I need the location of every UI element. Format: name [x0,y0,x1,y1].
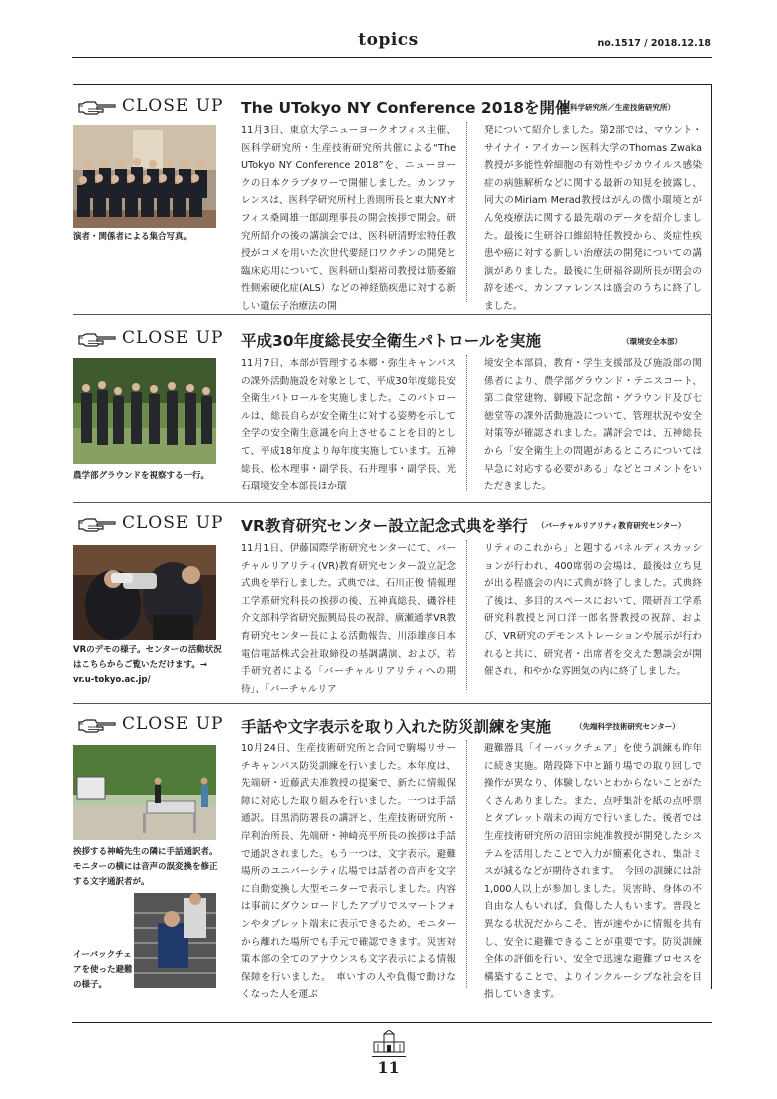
close-up-heading [77,714,223,734]
close-up-label: CLOSE UP [122,96,224,116]
close-up-heading [77,328,223,348]
close-up-label: CLOSE UP [122,714,224,734]
close-up-heading [77,513,223,533]
group-photo [73,125,216,228]
page-number: 11 [377,1058,400,1077]
issue-number: no.1517 / 2018.12.18 [597,38,711,49]
header-rule [72,57,712,58]
photo-caption: VRのデモの様子。センターの活動状況はこちらからご覧いただけます。→ vr.u-tokyo.ac.jp/ [73,645,222,685]
pointing-hand-icon [77,328,117,348]
article-title: VR教育研究センター設立記念式典を挙行 [241,517,528,535]
article-title: 手話や文字表示を取り入れた防災訓練を実施 [241,718,552,736]
evac-chair-photo [134,893,216,988]
section-separator [73,703,712,704]
article-body-left: 10月24日、生産技術研究所と合同で駒場リサーチキャンパス防災訓練を行いました。本年度は、先端研・近藤武夫准教授の提案で、新たに情報保障に対応した取り組みを行いました。一つは手話通訳。目黒消防署長の講評と、生産技術研究所・岸利治所長、先端研・神崎亮平所長の挨拶は手話で通訳されました。もう一つは、文字表示。避難場所のユニバーシティ広場では話者の音声を文字に自動変換し大型モニターで表示しました。内容は事前にダウンロードしたアプリでスマートフォンやタブレット端末に表示できるため、モニターから離れた場所でも手元で確認できます。災害対策本部の全てのアナウンスも文字表示による情報保障を行いました。 車いすの人や負傷で動けなくなった人を運ぶ [241,743,456,1001]
article-department: （バーチャルリアリティ教育研究センター） [537,521,686,530]
photo-caption: 挨拶する神崎先生の隣に手話通訳者。モニターの横には音声の誤変換を修正する文字通訳者が。 [73,847,218,887]
photo-caption-evac: イーバックチェアを使った避難の様子。 [73,950,133,990]
article-body-right: 避難器具「イーバックチェア」を使う訓練も昨年に続き実施。階段降下中と踊り場での取り回しで操作が異なり、体験しないとわからないことがたくさんありました。また、点呼集計を紙の点呼票とタブレット端末の両方で行いました。後者では生産技術研究所の沼田宗純准教授が開発したシステムを活用したことで入力が簡素化され、集計ミスが減るなどが期待されます。 今回の訓練には計1,000人以上が参加しました。災害時、身体の不自由な人もいれば、負傷した人もいます。普段と異なる状況だからこそ、皆が速やかに情報を共有し、安全に避難できることが重要です。防災訓練全体の評価を行い、安全で迅速な避難プロセスを構築することで、よりインクルーシブな社会を目指していきます。 [484,743,702,1001]
article-body-left: 11月1日、伊藤国際学術研究センターにて、バーチャルリアリティ(VR)教育研究センター設立記念式典を挙行しました。式典では、石川正俊 情報理工学系研究科長の挨拶の後、五神真総長、磯谷桂介文部科学省研究振興局長の祝辞、廣瀬通孝VR教育研究センター長による活動報告、川添雄彦日本電信電話株式会社取締役の基調講演、および、若手研究者による「バーチャルリアリティへの期待」、「バーチャルリア [241,543,456,695]
frame-top-rule [73,84,712,85]
article-body-right: リティのこれから」と題するパネルディスカッションが行われ、400席弱の会場は、最後は立ち見が出る程盛会の内に式典が終了しました。式典終了後は、多目的スペースにおいて、隈研吾工学系研究科教授と河口洋一郎名誉教授の祝辞、および、VR研究のデモンストレーションや展示が行われると共に、研究者・出席者を交えた懇談会が開催され、和やかな雰囲気の内に終了しました。 [484,543,702,678]
article-title: The UTokyo NY Conference 2018を開催 [241,99,571,117]
pointing-hand-icon [77,96,117,116]
article-title: 平成30年度総長安全衛生パトロールを実施 [241,332,541,350]
column-divider [466,740,467,988]
column-divider [466,355,467,491]
close-up-label: CLOSE UP [122,328,224,348]
pointing-hand-icon [77,513,117,533]
section-separator [73,502,712,503]
drill-photo [73,745,216,840]
photo-caption: 演者・関係者による集合写真。 [73,232,193,242]
pointing-hand-icon [77,714,117,734]
yasuda-auditorium-logo-icon [370,1030,408,1054]
column-divider [466,540,467,690]
close-up-label: CLOSE UP [122,513,224,533]
column-divider [466,122,467,302]
section-separator [73,314,712,315]
article-body-left: 11月7日、本部が管理する本郷・弥生キャンパスの課外活動施設を対象として、平成30年度総長安全衛生パトロールを実施しました。このパトロールは、総長自らが安全衛生に対する姿勢を示して全学の安全衛生意識を向上させることを目的として、平成18年度より毎年度実施しています。五神総長、松木理事・副学長、石井理事・副学長、光石環境安全本部長ほか環 [241,358,456,493]
footer-divider [372,1056,406,1057]
photo-caption: 農学部グラウンドを視察する一行。 [73,471,210,481]
article-body-right: 境安全本部員、教育・学生支援部及び施設部の関係者により、農学部グラウンド・テニスコート、第二食堂建物、御殿下記念館・グラウンド及び七徳堂等の課外活動施設について、管理状況や安全対策等が確認されました。講評会では、五神総長から「安全衛生上の問題があるところについては早急に対応する必要がある」などとコメントをいただきました。 [484,358,702,493]
close-up-heading [77,96,223,116]
article-department: （医科学研究所／生産技術研究所） [555,103,675,112]
article-body-right: 発について紹介しました。第2部では、マウント・サイナイ・アイカーン医科大学のThomas Zwaka教授が多能性幹細胞の有効性やジカウイルス感染症の病態解析などに関する最新の知見を披露し、同大のMiriam Merad教授はがんの微小環境とがん免疫療法に関する最先端のデータを紹介しました。最後に生研谷口維紹特任教授から、炎症性疾患や癌に対する新しい治療法の開発についての講演がありました。最後に生研福谷副所長が閉会の辞を述べ、カンファレンスは盛会のうちに終了しました。 [484,125,702,312]
article-department: （環境安全本部） [622,337,682,346]
footer-rule [72,1022,712,1023]
article-department: （先端科学技術研究センター） [575,722,680,731]
article-body-left: 11月3日、東京大学ニューヨークオフィス主催、医科学研究所・生産技術研究所共催による“The UTokyo NY Conference 2018”を、ニューヨークの日本クラブタワーで開催しました。カンファレンスは、医科学研究所村上善則所長と東大NYオフィス桑岡雄一郎副理事長の開会挨拶で開会。研究所紹介の後の講演会では、医科研清野宏特任教授がコメを用いた次世代要経口ワクチンの開発と臨床応用について、医科研山梨裕司教授は筋萎縮性側索硬化症(ALS）などの神経筋疾患に対する新しい遺伝子治療法の開 [241,125,456,312]
page-header-title: topics [358,30,419,50]
patrol-photo [73,358,216,464]
frame-right-rule [711,84,712,989]
vr-demo-photo [73,545,216,640]
